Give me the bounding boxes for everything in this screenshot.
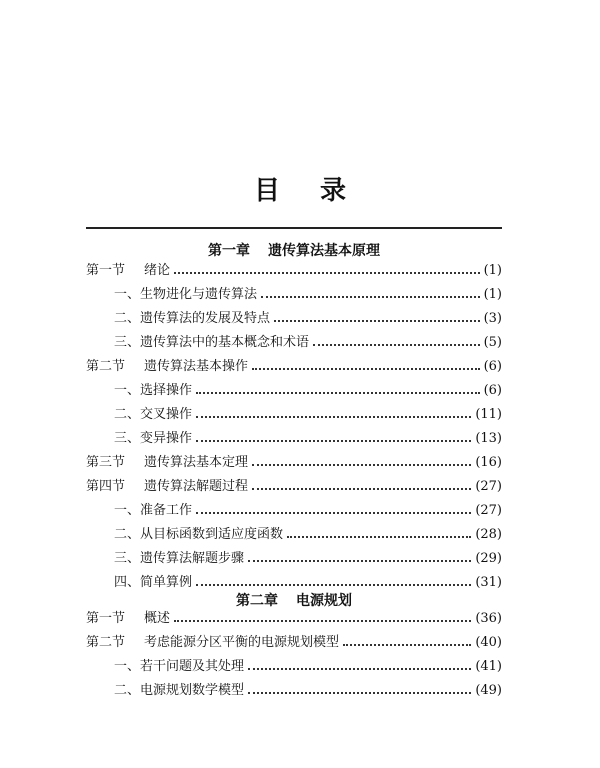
toc-entry-label: [114, 547, 244, 571]
chapter-title: 电源规划: [296, 593, 352, 609]
entry-title: 二、遗传算法的发展及特点: [114, 311, 271, 326]
toc-entry-label: [114, 283, 257, 307]
entry-title: 一、选择操作: [114, 383, 193, 398]
page-number: (31): [475, 575, 502, 590]
page-number: (13): [475, 431, 502, 446]
section-number: 第三节: [86, 455, 126, 470]
page-number: (40): [475, 635, 502, 650]
toc-subentry: [86, 655, 502, 679]
page-number: (36): [475, 611, 502, 626]
page-number: (29): [475, 551, 502, 566]
toc-section-entry: [86, 607, 502, 631]
entry-title: 遗传算法解题过程: [144, 479, 249, 494]
chapter-title: 遗传算法基本原理: [268, 243, 380, 259]
dot-leader: [248, 692, 471, 694]
dot-leader: [196, 440, 471, 442]
toc-subentry: [86, 283, 502, 307]
toc-entry-label: [86, 451, 248, 475]
entry-title: 概述: [144, 611, 171, 626]
dot-leader: [343, 644, 471, 646]
dot-leader: [196, 392, 480, 394]
toc-entry-label: [114, 523, 283, 547]
entry-title: 四、简单算例: [114, 575, 193, 590]
toc-entry-label: [114, 307, 270, 331]
dot-leader: [174, 620, 471, 622]
toc-entry-label: [86, 259, 170, 283]
entry-title: 考虑能源分区平衡的电源规划模型: [144, 635, 340, 650]
entry-title: 一、若干问题及其处理: [114, 659, 245, 674]
dot-leader: [196, 512, 471, 514]
toc-section-entry: [86, 631, 502, 655]
entry-title: 遗传算法基本操作: [144, 359, 249, 374]
toc-subentry: [86, 523, 502, 547]
page-number: (27): [475, 503, 502, 518]
entry-title: 三、遗传算法中的基本概念和术语: [114, 335, 310, 350]
entry-title: 三、遗传算法解题步骤: [114, 551, 245, 566]
toc-entry-label: [114, 499, 192, 523]
section-number: 第二节: [86, 635, 126, 650]
toc-entry-label: [86, 355, 248, 379]
toc-section-entry: [86, 259, 502, 283]
entry-title: 二、电源规划数学模型: [114, 683, 245, 698]
dot-leader: [252, 488, 471, 490]
title-rule: [86, 227, 502, 229]
toc-entry-label: [114, 403, 192, 427]
entry-title: 二、交叉操作: [114, 407, 193, 422]
dot-leader: [196, 416, 471, 418]
toc-section-entry: [86, 451, 502, 475]
chapter-1-entries: [86, 259, 502, 595]
page-number: (1): [483, 263, 502, 278]
dot-leader: [248, 560, 471, 562]
dot-leader: [248, 668, 471, 670]
toc-subentry: [86, 379, 502, 403]
dot-leader: [261, 296, 480, 298]
dot-leader: [274, 320, 480, 322]
toc-subentry: [86, 679, 502, 703]
section-number: 第四节: [86, 479, 126, 494]
dot-leader: [252, 464, 471, 466]
entry-title: 一、准备工作: [114, 503, 193, 518]
page-number: (5): [483, 335, 502, 350]
section-number: 第一节: [86, 263, 126, 278]
page-number: (27): [475, 479, 502, 494]
page-number: (28): [475, 527, 502, 542]
entry-title: 一、生物进化与遗传算法: [114, 287, 258, 302]
page-number: (49): [475, 683, 502, 698]
dot-leader: [174, 272, 480, 274]
dot-leader: [287, 536, 471, 538]
dot-leader: [252, 368, 480, 370]
toc-subentry: [86, 499, 502, 523]
section-number: 第一节: [86, 611, 126, 626]
toc-entry-label: [86, 475, 248, 499]
page-number: (1): [483, 287, 502, 302]
entry-title: 二、从目标函数到适应度函数: [114, 527, 284, 542]
chapter-heading-1: [86, 240, 502, 260]
toc-section-entry: [86, 355, 502, 379]
page-title: 目录: [253, 176, 386, 206]
toc-entry-label: [114, 679, 244, 703]
page-number: (6): [483, 359, 502, 374]
page-number: (3): [483, 311, 502, 326]
toc-entry-label: [114, 427, 192, 451]
toc-subentry: [86, 547, 502, 571]
toc-subentry: [86, 403, 502, 427]
toc-subentry: [86, 427, 502, 451]
entry-title: 遗传算法基本定理: [144, 455, 249, 470]
page-number: (6): [483, 383, 502, 398]
toc-subentry: [86, 331, 502, 355]
dot-leader: [313, 344, 480, 346]
toc-entry-label: [86, 631, 339, 655]
toc-entry-label: [114, 655, 244, 679]
toc-entry-label: [86, 607, 170, 631]
section-number: 第二节: [86, 359, 126, 374]
page-number: (16): [475, 455, 502, 470]
chapter-number: 第二章: [236, 593, 278, 609]
toc-subentry: [86, 307, 502, 331]
toc-section-entry: [86, 475, 502, 499]
page-number: (11): [475, 407, 502, 422]
dot-leader: [196, 584, 471, 586]
page-number: (41): [475, 659, 502, 674]
entry-title: 三、变异操作: [114, 431, 193, 446]
chapter-2-entries: [86, 607, 502, 703]
toc-entry-label: [114, 331, 309, 355]
toc-entry-label: [114, 379, 192, 403]
entry-title: 绪论: [144, 263, 171, 278]
chapter-number: 第一章: [208, 243, 250, 259]
